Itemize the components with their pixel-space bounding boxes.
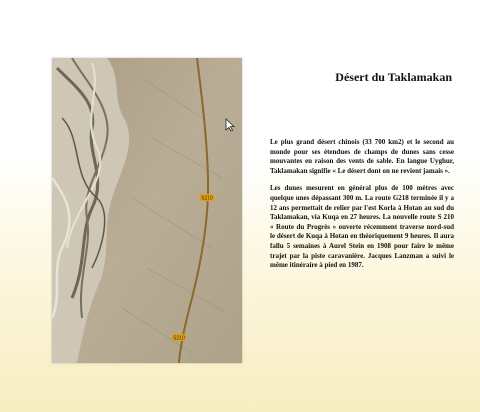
mouse-pointer-icon	[225, 118, 235, 132]
paragraph-intro: Le plus grand désert chinois (33 700 km2) et le second au monde pour ses étendues de champs de dunes sans cesse mouvantes en raison des vents de sable. En langue Uyghur, Taklamakan signifie « Le désert dont on ne revient jamais ».	[270, 138, 454, 175]
road-label-2: S210	[173, 335, 185, 342]
slide-body	[270, 138, 454, 279]
paragraph-dunes-routes: Les dunes mesurent en général plus de 100 mètres avec quelque unes dépassant 300 m. La route G218 terminée il y a 12 ans permettait de relier par l'est Korla à Hotan au sud du Taklamakan, via Kuqa en 27 heures. La nouvelle route S 210 « Route du Progrès » ouverte récemment traverse nord-sud le désert de Kuqa à Hotan en théoriquement 9 heures. Il aura fallu 5 semaines à Aurel Stein en 1908 pour faire le même trajet par la piste caravanière. Jacques Lanzman a suivi le même itinéraire à pied en 1987.	[270, 184, 454, 270]
satellite-map-image	[52, 58, 242, 363]
road-label-1: S210	[201, 195, 213, 202]
slide-title: Désert du Taklamakan	[335, 70, 452, 84]
satellite-map-svg	[52, 58, 242, 363]
